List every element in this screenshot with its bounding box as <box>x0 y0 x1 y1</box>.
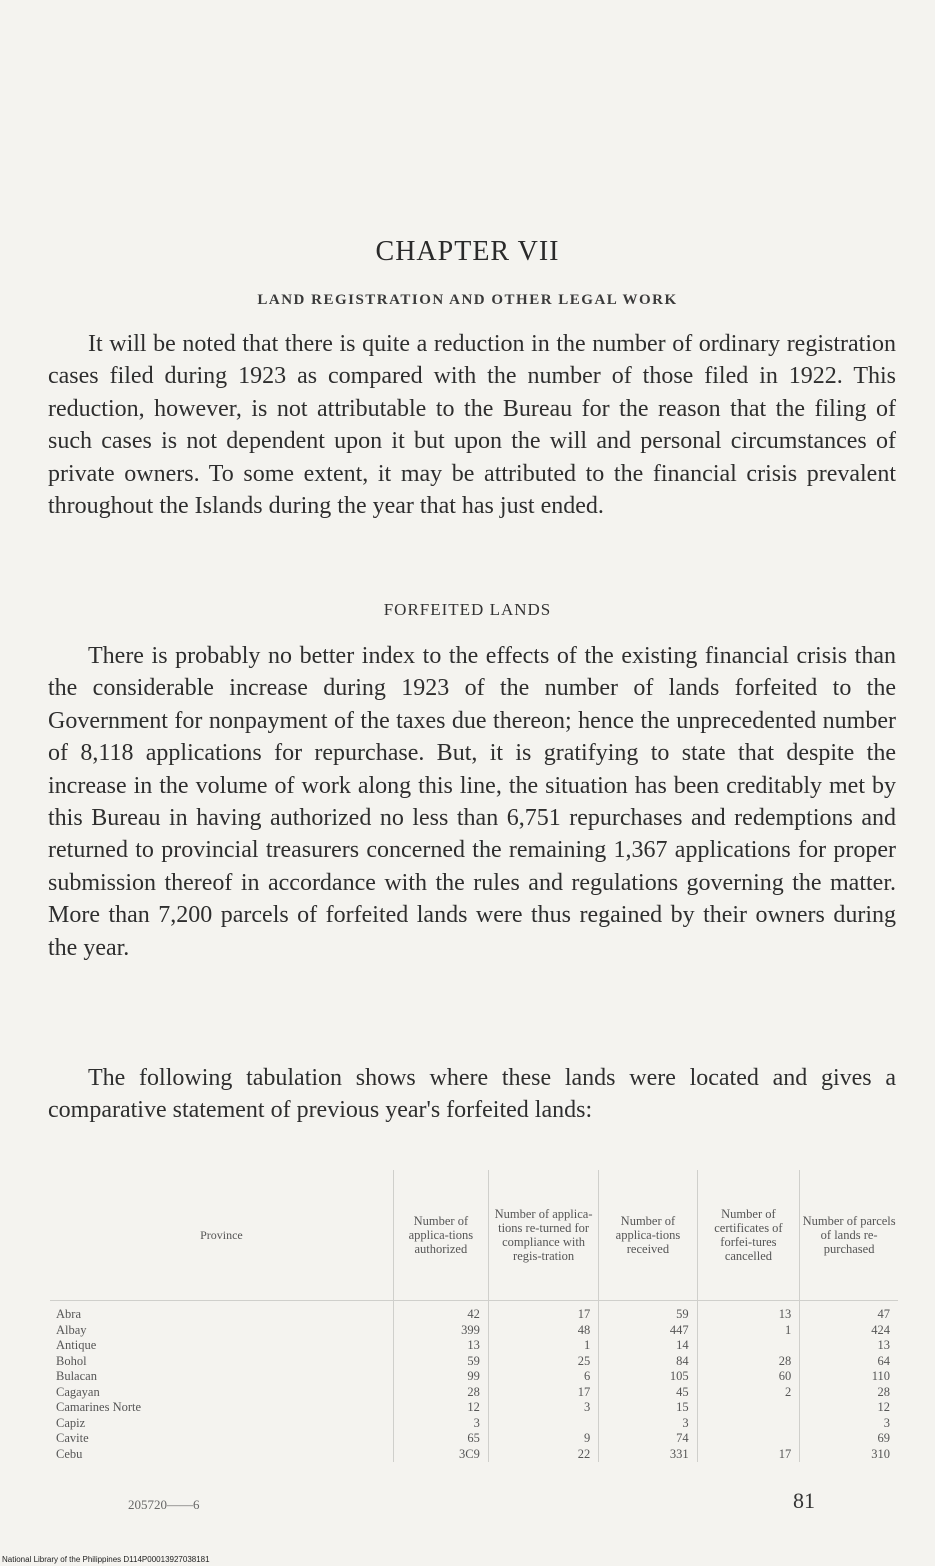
cell-repurchased: 3 <box>800 1416 898 1432</box>
page-number: 81 <box>793 1488 815 1513</box>
cell-cancelled: 1 <box>697 1323 800 1339</box>
cell-cancelled: 2 <box>697 1385 800 1401</box>
cell-cancelled <box>697 1416 800 1432</box>
table-row <box>50 1323 898 1339</box>
cell-cancelled: 28 <box>697 1354 800 1370</box>
cell-returned: 25 <box>488 1354 598 1370</box>
forfeited-lands-table <box>50 1170 898 1462</box>
cell-received: 105 <box>599 1369 697 1385</box>
cell-repurchased: 47 <box>800 1301 898 1323</box>
table-header-row <box>50 1170 898 1301</box>
cell-cancelled <box>697 1400 800 1416</box>
cell-province: Bulacan <box>56 1369 97 1383</box>
header-province: Province <box>50 1170 393 1301</box>
paragraph-registration: It will be noted that there is quite a reduction in the number of ordinary registration cases filed during 1923 as compared with the number of those filed in 1922. This reduction, however, is not attributable to the Bureau for the reason that the filing of such cases is not dependent upon it but upon the will and personal circumstances of private owners. To some extent, it may be attributed to the financial crisis prevalent throughout the Islands during the year that has just ended. <box>48 331 896 520</box>
cell-received: 15 <box>599 1400 697 1416</box>
cell-received: 447 <box>599 1323 697 1339</box>
cell-returned: 1 <box>488 1338 598 1354</box>
cell-province: Abra <box>56 1307 81 1321</box>
cell-authorized: 42 <box>393 1301 488 1323</box>
table-row <box>50 1369 898 1385</box>
cell-authorized: 99 <box>393 1369 488 1385</box>
cell-province: Albay <box>56 1322 87 1337</box>
chapter-subtitle: LAND REGISTRATION AND OTHER LEGAL WORK <box>257 292 678 308</box>
header-authorized: Number of applica-tions authorized <box>393 1170 488 1301</box>
cell-repurchased: 310 <box>800 1447 898 1463</box>
print-code: 205720——6 <box>128 1497 200 1512</box>
cell-received: 84 <box>599 1354 697 1370</box>
cell-province: Antique <box>56 1338 97 1352</box>
cell-repurchased: 69 <box>800 1431 898 1447</box>
cell-repurchased: 12 <box>800 1400 898 1416</box>
cell-authorized: 399 <box>393 1323 488 1339</box>
table-row <box>50 1416 898 1432</box>
table-row <box>50 1338 898 1354</box>
cell-province: Cavite <box>56 1431 89 1445</box>
paragraph-tabulation-intro: The following tabulation shows where these lands were located and gives a comparative statement of previous year's forfeited lands: <box>48 1065 896 1124</box>
cell-authorized: 3C9 <box>393 1447 488 1463</box>
cell-cancelled <box>697 1338 800 1354</box>
cell-authorized: 12 <box>393 1400 488 1416</box>
cell-province: Cebu <box>56 1446 83 1461</box>
cell-province: Cagayan <box>56 1384 100 1399</box>
cell-cancelled: 17 <box>697 1447 800 1463</box>
paragraph-forfeited-lands: There is probably no better index to the effects of the existing financial crisis than the considerable increase during 1923 of the number of lands forfeited to the Government for nonpayment of the taxes due thereon; hence the unprecedented number of 8,118 applications for repurchase. But, it is gratifying to state that despite the increase in the volume of work along this line, the situation has been creditably met by this Bureau in having authorized no less than 6,751 repurchases and redemptions and returned to provincial treasurers concerned the remaining 1,367 applications for proper submission thereof in accordance with the rules and regulations governing the matter. More than 7,200 parcels of forfeited lands were thus regained by their owners during the year. <box>48 643 896 961</box>
table-row <box>50 1400 898 1416</box>
cell-received: 331 <box>599 1447 697 1463</box>
cell-cancelled <box>697 1431 800 1447</box>
cell-authorized: 65 <box>393 1431 488 1447</box>
cell-returned: 3 <box>488 1400 598 1416</box>
cell-cancelled: 13 <box>697 1301 800 1323</box>
cell-repurchased: 110 <box>800 1369 898 1385</box>
table-row <box>50 1385 898 1401</box>
library-credit: National Library of the Philippines D114P00013927038181 <box>2 1555 210 1564</box>
cell-returned <box>488 1416 598 1432</box>
cell-received: 14 <box>599 1338 697 1354</box>
cell-repurchased: 28 <box>800 1385 898 1401</box>
cell-authorized: 3 <box>393 1416 488 1432</box>
cell-repurchased: 424 <box>800 1323 898 1339</box>
header-cancelled: Number of certificates of forfei-tures cancelled <box>697 1170 800 1301</box>
cell-cancelled: 60 <box>697 1369 800 1385</box>
section-heading: FORFEITED LANDS <box>383 600 552 619</box>
table-body <box>50 1301 898 1463</box>
table-row <box>50 1301 898 1323</box>
cell-repurchased: 13 <box>800 1338 898 1354</box>
cell-authorized: 28 <box>393 1385 488 1401</box>
cell-returned: 22 <box>488 1447 598 1463</box>
cell-province: Bohol <box>56 1353 87 1368</box>
cell-received: 3 <box>599 1416 697 1432</box>
table-row <box>50 1354 898 1370</box>
header-received: Number of applica-tions received <box>599 1170 697 1301</box>
cell-province: Capiz <box>56 1415 86 1430</box>
table-row <box>50 1447 898 1463</box>
table-row <box>50 1431 898 1447</box>
cell-returned: 6 <box>488 1369 598 1385</box>
cell-returned: 48 <box>488 1323 598 1339</box>
cell-authorized: 13 <box>393 1338 488 1354</box>
cell-province: Camarines Norte <box>56 1400 142 1414</box>
chapter-title: CHAPTER VII <box>375 236 560 267</box>
cell-returned: 17 <box>488 1301 598 1323</box>
cell-returned: 9 <box>488 1431 598 1447</box>
cell-received: 74 <box>599 1431 697 1447</box>
header-returned: Number of applica-tions re-turned for compliance with regis-tration <box>488 1170 598 1301</box>
cell-authorized: 59 <box>393 1354 488 1370</box>
cell-repurchased: 64 <box>800 1354 898 1370</box>
header-repurchased: Number of parcels of lands re-purchased <box>800 1170 898 1301</box>
cell-received: 45 <box>599 1385 697 1401</box>
cell-returned: 17 <box>488 1385 598 1401</box>
cell-received: 59 <box>599 1301 697 1323</box>
